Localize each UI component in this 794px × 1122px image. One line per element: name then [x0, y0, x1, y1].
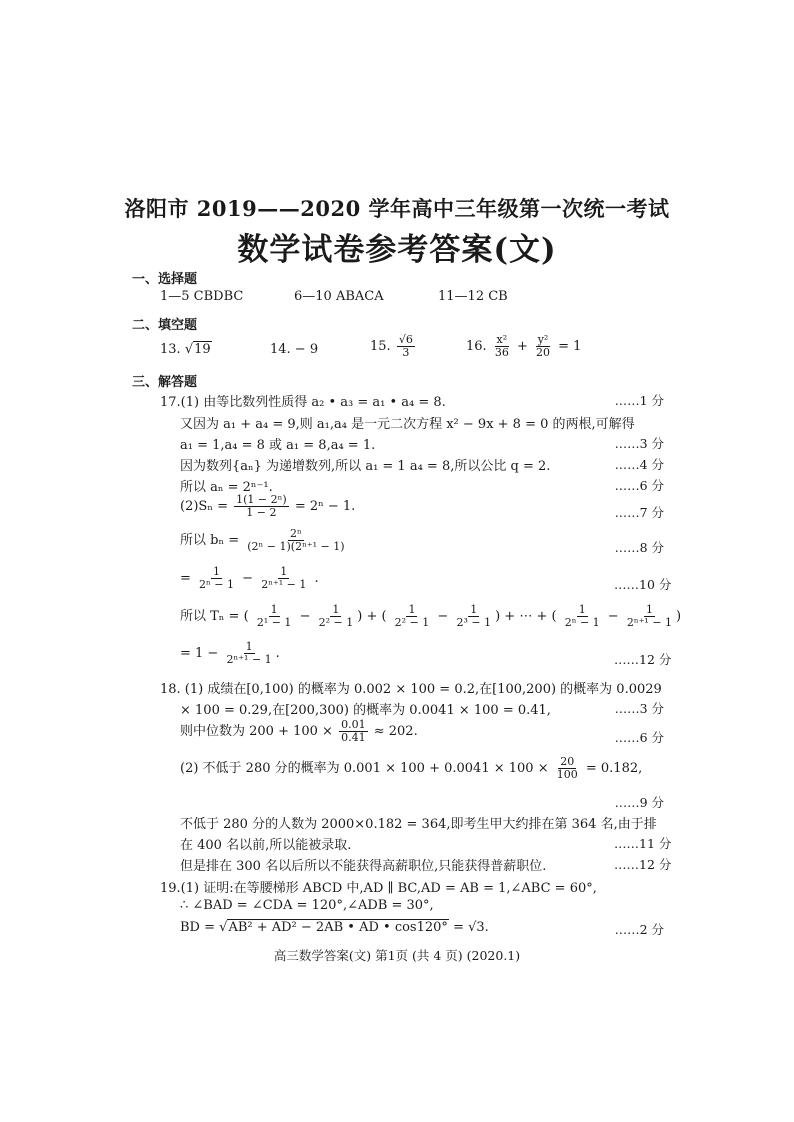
q17-line-1: 17.(1) 由等比数列性质得 a₂ • a₃ = a₁ • a₄ = 8. [160, 395, 446, 410]
q17-line-8: = $\frac{1}{\text{2ⁿ − 1}}$ − $\frac{1}{\text{2ⁿ⁺¹ − 1}}$ . [180, 565, 319, 592]
q18-line-4: (2) 不低于 280 分的概率为 0.001 × 100 + 0.0041 × 100 × $\frac{20}{100}$ = 0.182, [180, 755, 643, 782]
fill-answer-14: 14. − 9 [270, 342, 319, 357]
q18-line-3: 则中位数为 200 + 100 × $\frac{0.01}{0.41}$ ≈ 202. [180, 718, 418, 745]
choice-answers-1-5: 1—5 CBDBC [160, 289, 244, 304]
section-solution-heading: 三、解答题 [132, 375, 198, 390]
q18-score-7: ……12 分 [614, 857, 672, 872]
q18-line-6: 在 400 名以前,所以能被录取. [180, 838, 352, 853]
q19-line-2: ∴ ∠BAD = ∠CDA = 120°,∠ADB = 30°, [180, 898, 434, 913]
q18-score-6: ……11 分 [614, 836, 672, 851]
q17-line-4: 因为数列{aₙ} 为递增数列,所以 a₁ = 1 a₄ = 8,所以公比 q = 2. [180, 459, 551, 474]
fill-answer-13: 13. √19 [160, 342, 211, 357]
choice-answers-11-12: 11—12 CB [438, 289, 508, 304]
q18-score-4: ……9 分 [614, 795, 664, 810]
fill-answer-16: 16. $\frac{\text{x²}}{36}$ + $\frac{\text{y²}}{20}$ = 1 [466, 333, 582, 360]
q17-score-1: ……1 分 [614, 393, 664, 408]
fill-answer-15: 15. $\frac{√6}{3}$ [370, 333, 413, 360]
choice-answers-6-10: 6—10 ABACA [294, 289, 384, 304]
q17-line-10: = 1 − $\frac{1}{\text{2ⁿ⁺¹ − 1}}$ . [180, 640, 280, 667]
q18-line-7: 但是排在 300 名以后所以不能获得高薪职位,只能获得普薪职位. [180, 859, 547, 874]
q17-score-8: ……10 分 [614, 577, 672, 592]
q17-score-4: ……4 分 [614, 457, 664, 472]
exam-title: 洛阳市 2019——2020 学年高中三年级第一次统一考试 [124, 196, 670, 221]
q18-score-3: ……6 分 [614, 730, 664, 745]
q17-score-3: ……3 分 [614, 436, 664, 451]
q18-line-2: × 100 = 0.29,在[200,300) 的概率为 0.0041 × 100 = 0.41, [180, 703, 551, 718]
q17-score-6: ……7 分 [614, 505, 664, 520]
q19-line-3: BD = √AB² + AD² − 2AB • AD • cos120° = √3. [180, 920, 489, 935]
q17-score-10: ……12 分 [614, 652, 672, 667]
q17-line-3: a₁ = 1,a₄ = 8 或 a₁ = 8,a₄ = 1. [180, 438, 376, 453]
q17-line-2: 又因为 a₁ + a₄ = 9,则 a₁,a₄ 是一元二次方程 x² − 9x + 8 = 0 的两根,可解得 [180, 417, 635, 432]
q17-score-5: ……6 分 [614, 478, 664, 493]
q18-line-1: 18. (1) 成绩在[0,100) 的概率为 0.002 × 100 = 0.2,在[100,200) 的概率为 0.0029 [160, 682, 662, 697]
q17-score-7: ……8 分 [614, 540, 664, 555]
section-fill-heading: 二、填空题 [132, 318, 198, 333]
q19-line-1: 19.(1) 证明:在等腰梯形 ABCD 中,AD ∥ BC,AD = AB = 1,∠ABC = 60°, [160, 881, 597, 896]
q18-score-2: ……3 分 [614, 701, 664, 716]
q19-score-3: ……2 分 [614, 922, 664, 937]
q17-line-5: 所以 aₙ = 2ⁿ⁻¹. [180, 480, 273, 495]
q17-line-9: 所以 Tₙ = ( $\frac{1}{\text{2¹ − 1}}$ − $\frac{1}{\text{2² − 1}}$ ) + ( $\frac{1}{\text{2² − 1}}$ − $\frac{1}{\text{2³ − 1}}$ ) + ⋯ + ( $\frac{1}{\text{2ⁿ − 1}}$ − $\frac{1}{\text{2ⁿ⁺¹ − 1}}$ ) [180, 603, 682, 630]
page-footer: 高三数学答案(文) 第1页 (共 4 页) (2020.1) [273, 948, 521, 963]
q17-line-7: 所以 bₙ = $\frac{\text{2ⁿ}}{\text{(2ⁿ − 1)(2ⁿ⁺¹ − 1)}}$ [180, 527, 345, 554]
q18-line-5: 不低于 280 分的人数为 2000×0.182 = 364,即考生甲大约排在第 364 名,由于排 [180, 817, 657, 832]
answer-key-title: 数学试卷参考答案(文) [237, 232, 557, 268]
q17-line-6: (2)Sₙ = $\frac{\text{1(1 − 2ⁿ)}}{1 - 2}$ = 2ⁿ − 1. [180, 493, 356, 520]
section-choice-heading: 一、选择题 [132, 272, 198, 287]
